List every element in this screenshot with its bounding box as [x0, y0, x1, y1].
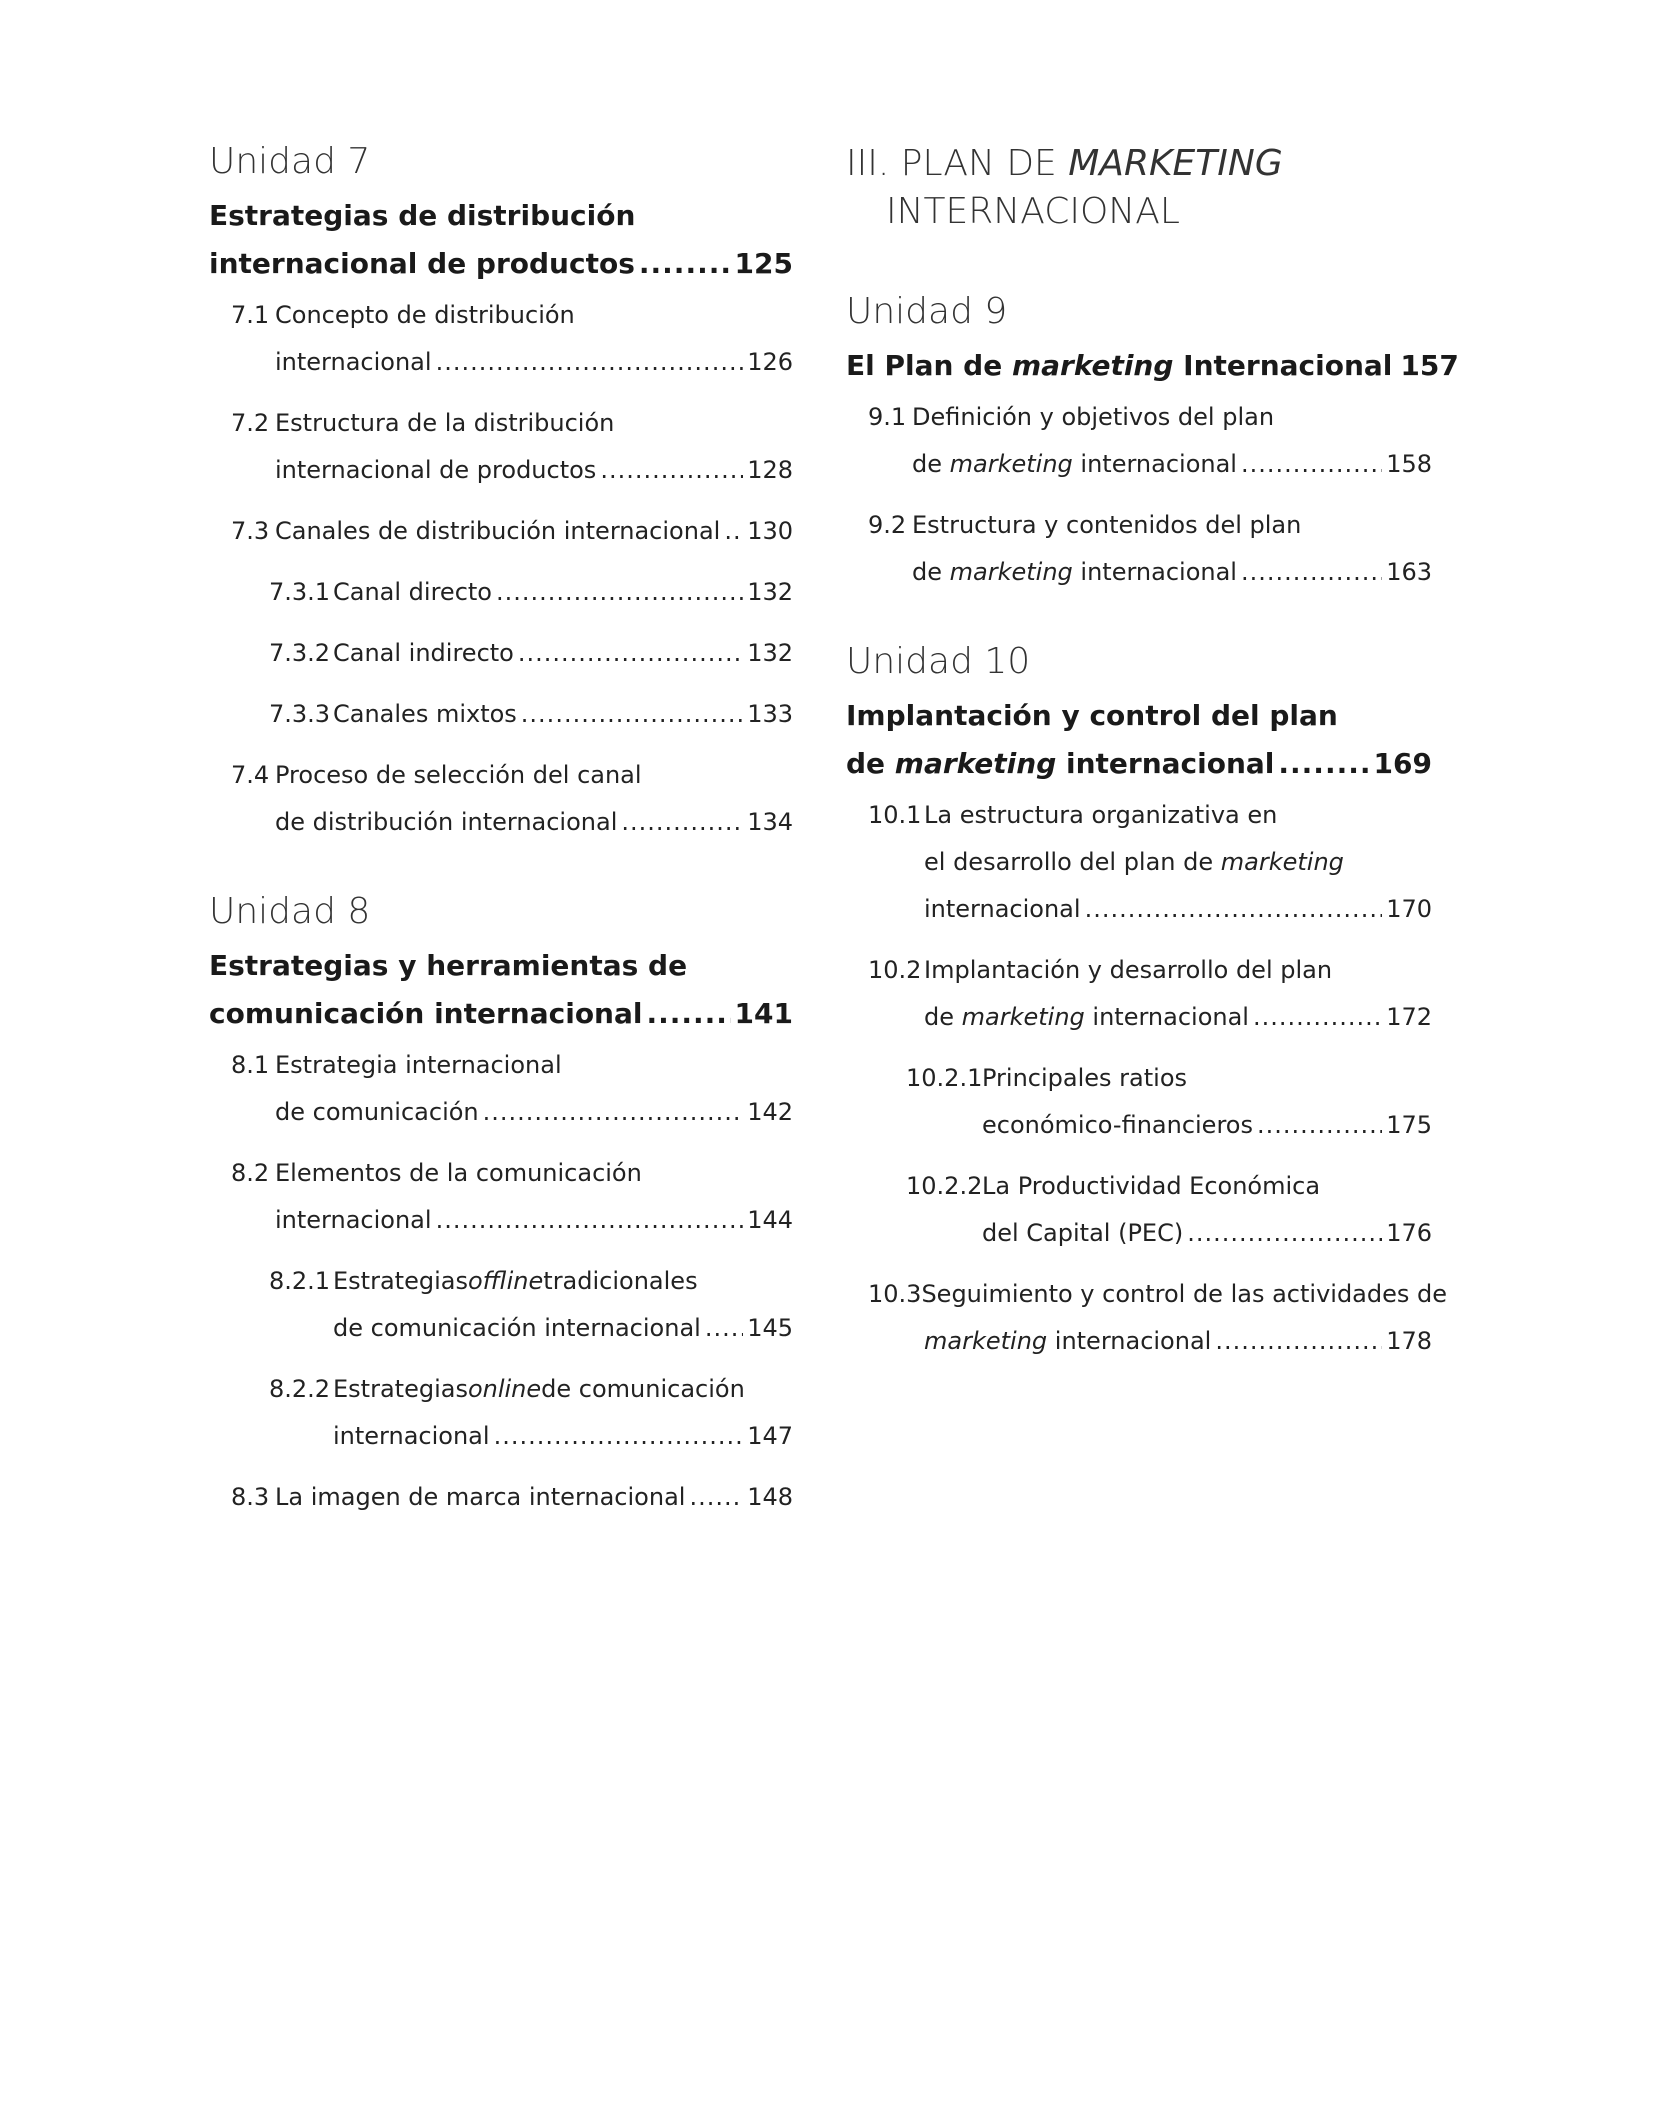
section-number: 7.3.2	[269, 639, 331, 667]
page-number: 176	[1386, 1219, 1432, 1247]
leader-dots	[689, 1474, 743, 1521]
unit-title-line: Estrategias de distribución	[209, 199, 636, 232]
section-number: 7.3.1	[269, 578, 331, 606]
entry-text: Elementos de la comunicación	[275, 1159, 642, 1187]
unit-8	[209, 890, 793, 1521]
toc-entry[interactable]	[846, 1055, 1432, 1149]
entry-text: de	[912, 450, 950, 478]
section-number: 8.3	[231, 1483, 270, 1511]
unit-title-line: comunicación internacional	[209, 997, 643, 1030]
leader-dots	[646, 990, 730, 1038]
toc-entry[interactable]	[846, 1163, 1432, 1257]
unit-heading: Unidad 7	[209, 141, 371, 182]
entry-text: Estrategias	[333, 1267, 468, 1295]
leader-dots	[639, 240, 731, 288]
entry-text: tradicionales	[543, 1267, 698, 1295]
page-number: 132	[747, 639, 793, 667]
leader-dots	[1241, 549, 1382, 596]
unit-title-line: internacional	[1056, 747, 1275, 780]
toc-left-column	[209, 140, 793, 1565]
entry-text: Proceso de selección del canal	[275, 761, 642, 789]
unit-title-line: de	[846, 747, 895, 780]
page-number: 141	[734, 997, 793, 1030]
toc-entry[interactable]	[209, 1258, 793, 1352]
entry-text: internacional	[1072, 450, 1237, 478]
entry-text: Concepto de distribución	[275, 301, 575, 329]
unit-title[interactable]	[209, 942, 793, 1038]
entry-text-italic: offline	[467, 1267, 544, 1295]
toc-entry[interactable]	[209, 691, 793, 738]
unit-title-line: Estrategias y herramientas de	[209, 949, 688, 982]
page-number: 170	[1386, 895, 1432, 923]
toc-right-column	[846, 140, 1459, 1409]
toc-entry[interactable]	[846, 502, 1432, 596]
entry-text: La estructura organizativa en	[924, 801, 1278, 829]
page-number: 148	[747, 1483, 793, 1511]
entry-text: internacional	[924, 895, 1081, 923]
entry-text: el desarrollo del plan de	[924, 848, 1221, 876]
page-number: 126	[747, 348, 793, 376]
entry-text: internacional	[1072, 558, 1237, 586]
toc-entry[interactable]	[209, 1150, 793, 1244]
leader-dots	[518, 630, 743, 677]
leader-dots	[521, 691, 743, 738]
unit-heading: Unidad 10	[846, 641, 1031, 682]
toc-entry[interactable]	[209, 752, 793, 846]
section-number: 7.3	[231, 517, 270, 545]
leader-dots	[496, 569, 743, 616]
toc-entry[interactable]	[846, 394, 1432, 488]
entry-text-italic: marketing	[949, 450, 1073, 478]
entry-text: Estrategias	[333, 1375, 468, 1403]
entry-text: Seguimiento y control de las actividades de	[921, 1280, 1448, 1308]
leader-dots	[621, 799, 743, 846]
unit-heading: Unidad 9	[846, 291, 1008, 332]
entry-text-italic: online	[467, 1375, 542, 1403]
leader-dots	[1085, 886, 1383, 933]
section-number: 8.2	[231, 1159, 270, 1187]
page-number: 158	[1386, 450, 1432, 478]
entry-text-italic: marketing	[949, 558, 1073, 586]
unit-9	[846, 290, 1459, 596]
toc-entry[interactable]	[209, 508, 793, 555]
entry-text: de	[924, 1003, 962, 1031]
entry-text: de	[912, 558, 950, 586]
entry-text: Definición y objetivos del plan	[912, 403, 1275, 431]
unit-title-line: Implantación y control del plan	[846, 699, 1338, 732]
part-heading	[846, 140, 1432, 236]
entry-text: de comunicación internacional	[333, 1314, 701, 1342]
entry-text: Estructura de la distribución	[275, 409, 615, 437]
toc-entry[interactable]	[209, 400, 793, 494]
page-number: 178	[1386, 1327, 1432, 1355]
section-number: 9.2	[868, 511, 907, 539]
unit-title[interactable]	[846, 692, 1432, 788]
entry-text: internacional	[275, 1206, 432, 1234]
entry-text: internacional	[333, 1422, 490, 1450]
page-number: 125	[734, 247, 793, 280]
leader-dots	[1278, 740, 1369, 788]
leader-dots	[1241, 441, 1382, 488]
unit-7	[209, 140, 793, 846]
toc-entry[interactable]	[209, 1042, 793, 1136]
page-number: 142	[747, 1098, 793, 1126]
toc-entry[interactable]	[209, 1474, 793, 1521]
entry-text: Estructura y contenidos del plan	[912, 511, 1302, 539]
unit-title-italic: marketing	[1011, 349, 1174, 382]
leader-dots	[436, 1197, 744, 1244]
section-number: 10.2.2	[906, 1172, 983, 1200]
page-number: 128	[747, 456, 793, 484]
entry-text: Canal directo	[333, 578, 492, 606]
part-heading-text: III. PLAN DE	[846, 143, 1069, 184]
leader-dots	[436, 339, 744, 386]
section-number: 8.2.2	[269, 1375, 331, 1403]
page-number: 133	[747, 700, 793, 728]
unit-heading: Unidad 8	[209, 891, 371, 932]
part-heading-italic: MARKETING	[1068, 143, 1283, 184]
page-number: 145	[747, 1314, 793, 1342]
page-number: 169	[1373, 747, 1432, 780]
page-number: 172	[1386, 1003, 1432, 1031]
unit-title-line: Internacional	[1173, 349, 1393, 382]
unit-title[interactable]	[846, 342, 1459, 390]
toc-entry[interactable]	[846, 792, 1432, 933]
toc-entry[interactable]	[846, 947, 1432, 1041]
entry-text: de comunicación	[275, 1098, 479, 1126]
leader-dots	[494, 1413, 744, 1460]
section-number: 7.2	[231, 409, 270, 437]
toc-entry[interactable]	[846, 1271, 1448, 1365]
unit-title-italic: marketing	[894, 747, 1057, 780]
entry-text: La Productividad Económica	[982, 1172, 1321, 1200]
page-number: 144	[747, 1206, 793, 1234]
page-number: 157	[1400, 349, 1459, 382]
entry-text: del Capital (PEC)	[982, 1219, 1184, 1247]
section-number: 7.1	[231, 301, 270, 329]
section-number: 9.1	[868, 403, 907, 431]
section-number: 10.1	[868, 801, 922, 829]
section-number: 10.3	[868, 1280, 922, 1308]
entry-text: Estrategia internacional	[275, 1051, 562, 1079]
page-number: 132	[747, 578, 793, 606]
entry-text: internacional	[1047, 1327, 1212, 1355]
leader-dots	[1187, 1210, 1382, 1257]
unit-10	[846, 640, 1448, 1365]
toc-entry[interactable]	[209, 1366, 793, 1460]
entry-text: de distribución internacional	[275, 808, 618, 836]
leader-dots	[724, 508, 743, 555]
leader-dots	[1215, 1318, 1382, 1365]
entry-text-italic: marketing	[1220, 848, 1344, 876]
entry-text-italic: marketing	[924, 1327, 1048, 1355]
section-number: 8.2.1	[269, 1267, 331, 1295]
toc-entry[interactable]	[209, 630, 793, 677]
entry-text: Canales de distribución internacional	[275, 517, 721, 545]
leader-dots	[1257, 1102, 1382, 1149]
unit-title[interactable]	[209, 192, 793, 288]
page-number: 134	[747, 808, 793, 836]
section-number: 10.2.1	[906, 1064, 983, 1092]
page-number: 175	[1386, 1111, 1432, 1139]
entry-text: internacional	[275, 348, 432, 376]
entry-text: Principales ratios	[982, 1064, 1188, 1092]
section-number: 10.2	[868, 956, 922, 984]
leader-dots	[705, 1305, 743, 1352]
leader-dots	[483, 1089, 744, 1136]
entry-text: económico-financieros	[982, 1111, 1253, 1139]
section-number: 8.1	[231, 1051, 270, 1079]
page-number: 163	[1386, 558, 1432, 586]
leader-dots	[1253, 994, 1382, 1041]
section-number: 7.3.3	[269, 700, 331, 728]
toc-entry[interactable]	[209, 292, 793, 386]
toc-entry[interactable]	[209, 569, 793, 616]
entry-text: La imagen de marca internacional	[275, 1483, 686, 1511]
part-heading-text: INTERNACIONAL	[886, 191, 1180, 232]
leader-dots	[600, 447, 743, 494]
entry-text-italic: marketing	[961, 1003, 1085, 1031]
entry-text: Canal indirecto	[333, 639, 514, 667]
entry-text: Implantación y desarrollo del plan	[924, 956, 1333, 984]
page-number: 147	[747, 1422, 793, 1450]
entry-text: internacional de productos	[275, 456, 597, 484]
entry-text: internacional	[1084, 1003, 1249, 1031]
page-number: 130	[747, 517, 793, 545]
unit-title-line: internacional de productos	[209, 247, 635, 280]
unit-title-line: El Plan de	[846, 349, 1012, 382]
entry-text: Canales mixtos	[333, 700, 517, 728]
entry-text: de comunicación	[541, 1375, 745, 1403]
section-number: 7.4	[231, 761, 270, 789]
